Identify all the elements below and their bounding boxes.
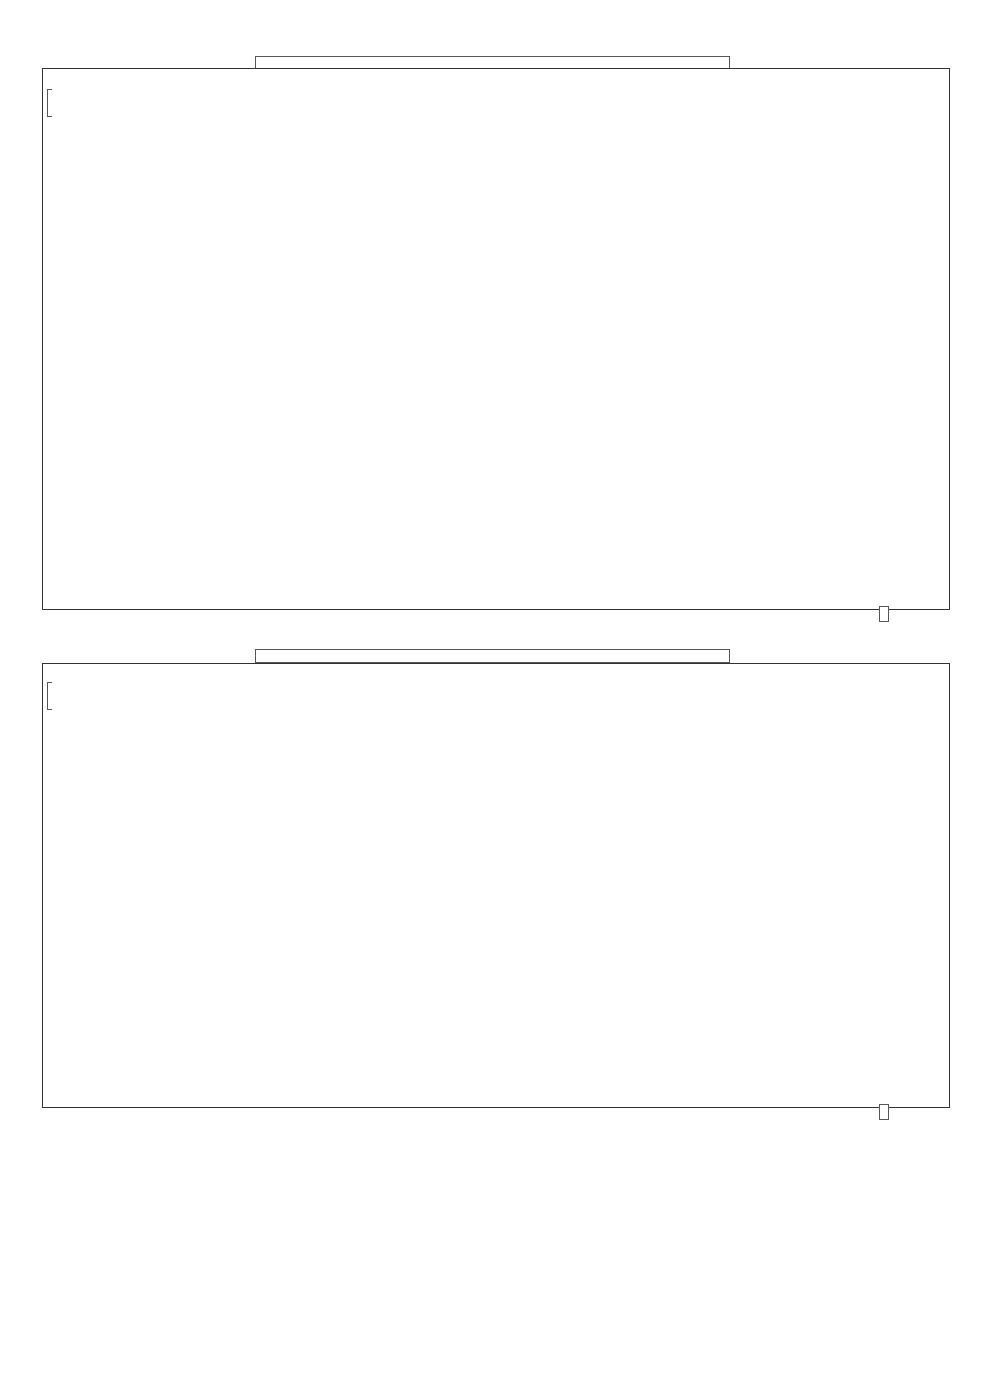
strip-1-duration <box>879 606 889 622</box>
ecg-plot-1 <box>43 69 949 609</box>
strip-2-duration <box>879 1104 889 1120</box>
ecg-plot-2 <box>43 664 949 1107</box>
strip-2-header <box>255 649 730 663</box>
ecg-strip-2 <box>42 663 950 1108</box>
ecg-strip-1 <box>42 68 950 610</box>
